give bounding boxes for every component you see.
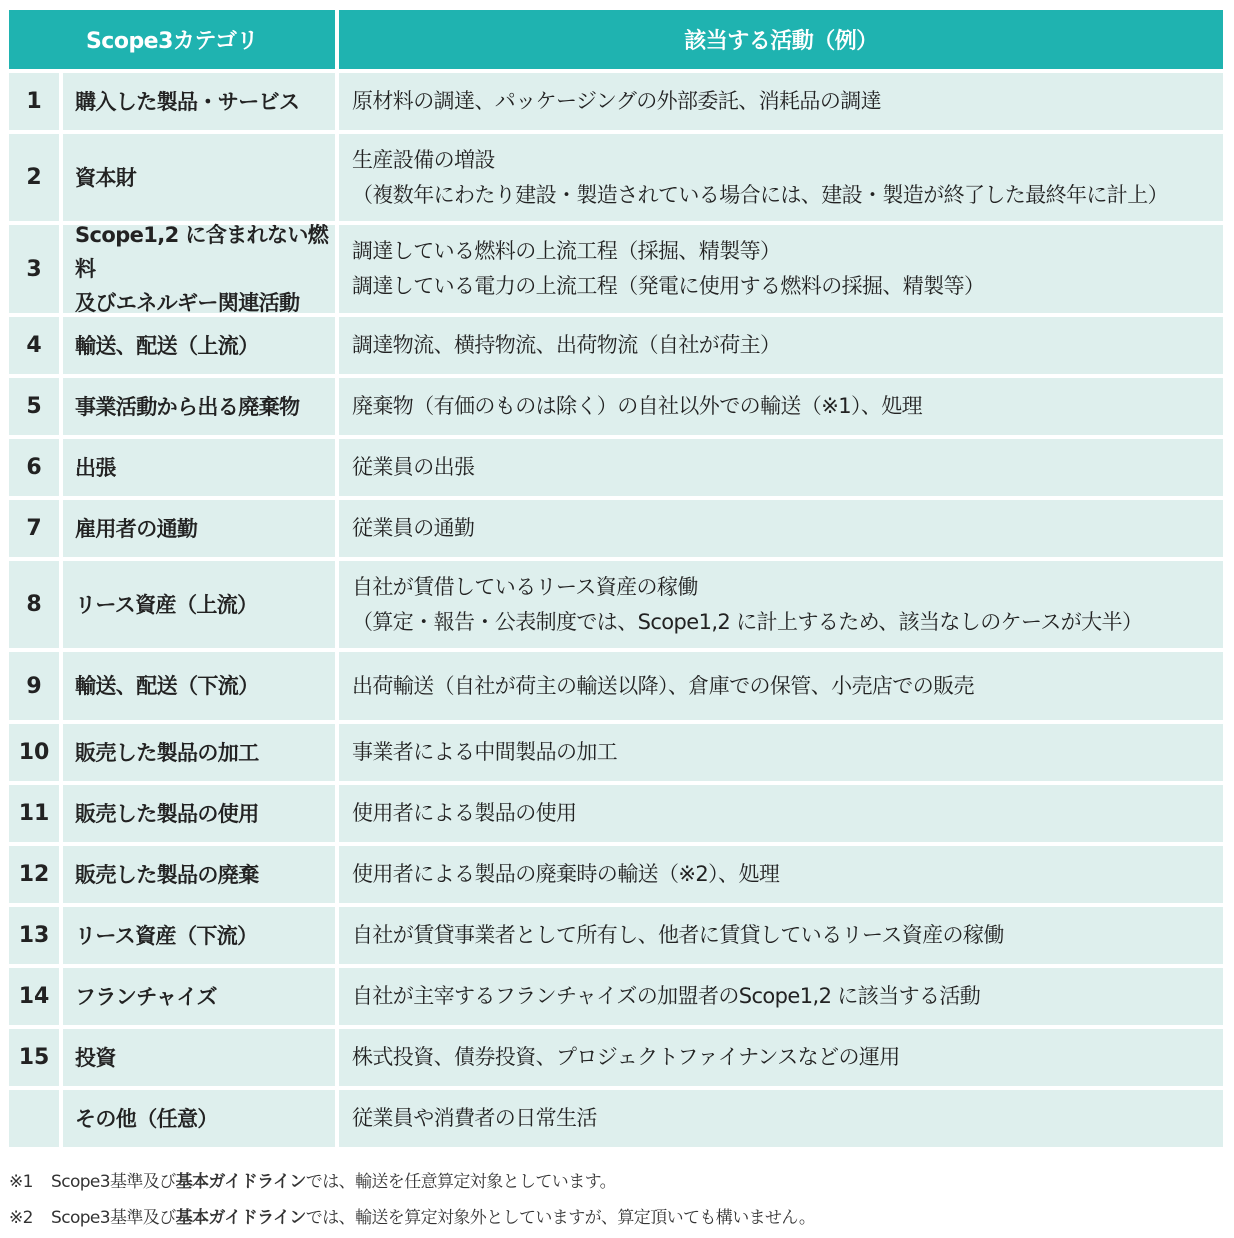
activity-example: 使用者による製品の廃棄時の輸送（※2）、処理 <box>339 846 1223 903</box>
category-name: 雇用者の通勤 <box>63 500 335 557</box>
activity-example: 生産設備の増設 （複数年にわたり建設・製造されている場合には、建設・製造が終了した最終年に計上） <box>339 134 1223 221</box>
category-name: 購入した製品・サービス <box>63 73 335 130</box>
table-row <box>9 846 1223 903</box>
activity-example: 従業員の出張 <box>339 439 1223 496</box>
category-name: 資本財 <box>63 134 335 221</box>
category-number: 1 <box>9 73 59 130</box>
activity-example: 使用者による製品の使用 <box>339 785 1223 842</box>
footnote-text: Scope3基準及び基本ガイドラインでは、輸送を任意算定対象としています。 <box>51 1172 617 1192</box>
category-name: 販売した製品の使用 <box>63 785 335 842</box>
category-number: 10 <box>9 724 59 781</box>
table-body <box>9 73 1223 1147</box>
category-number: 3 <box>9 225 59 313</box>
category-name: フランチャイズ <box>63 968 335 1025</box>
category-name: 投資 <box>63 1029 335 1086</box>
header-category: Scope3カテゴリ <box>9 10 335 69</box>
table-row <box>9 785 1223 842</box>
table-row <box>9 1029 1223 1086</box>
category-name: 出張 <box>63 439 335 496</box>
scope3-table <box>9 10 1223 1151</box>
table-row <box>9 225 1223 313</box>
category-name: リース資産（上流） <box>63 561 335 648</box>
header-activity: 該当する活動（例） <box>339 10 1223 69</box>
category-number: 7 <box>9 500 59 557</box>
category-number: 13 <box>9 907 59 964</box>
category-number: 6 <box>9 439 59 496</box>
table-header <box>9 10 1223 69</box>
category-number: 5 <box>9 378 59 435</box>
table-row <box>9 1090 1223 1147</box>
footnote-mark: ※2 <box>9 1208 33 1228</box>
category-number: 11 <box>9 785 59 842</box>
table-row <box>9 134 1223 221</box>
table-row <box>9 439 1223 496</box>
category-name: リース資産（下流） <box>63 907 335 964</box>
table-row <box>9 378 1223 435</box>
table-row <box>9 968 1223 1025</box>
activity-example: 調達物流、横持物流、出荷物流（自社が荷主） <box>339 317 1223 374</box>
table-row <box>9 73 1223 130</box>
table-row <box>9 500 1223 557</box>
activity-example: 自社が賃借しているリース資産の稼働 （算定・報告・公表制度では、Scope1,2 に計上するため、該当なしのケースが大半） <box>339 561 1223 648</box>
table-row <box>9 652 1223 720</box>
activity-example: 事業者による中間製品の加工 <box>339 724 1223 781</box>
category-number <box>9 1090 59 1147</box>
category-name: 輸送、配送（下流） <box>63 652 335 720</box>
category-number: 2 <box>9 134 59 221</box>
category-name: その他（任意） <box>63 1090 335 1147</box>
activity-example: 出荷輸送（自社が荷主の輸送以降）、倉庫での保管、小売店での販売 <box>339 652 1223 720</box>
category-number: 9 <box>9 652 59 720</box>
category-number: 15 <box>9 1029 59 1086</box>
activity-example: 調達している燃料の上流工程（採掘、精製等） 調達している電力の上流工程（発電に使用する燃料の採掘、精製等） <box>339 225 1223 313</box>
activity-example: 廃棄物（有価のものは除く）の自社以外での輸送（※1）、処理 <box>339 378 1223 435</box>
footnote-mark: ※1 <box>9 1172 33 1192</box>
table-row <box>9 561 1223 648</box>
category-number: 4 <box>9 317 59 374</box>
category-number: 14 <box>9 968 59 1025</box>
category-number: 8 <box>9 561 59 648</box>
category-name: 販売した製品の廃棄 <box>63 846 335 903</box>
activity-example: 従業員の通勤 <box>339 500 1223 557</box>
category-name: 販売した製品の加工 <box>63 724 335 781</box>
activity-example: 自社が主宰するフランチャイズの加盟者のScope1,2 に該当する活動 <box>339 968 1223 1025</box>
category-number: 12 <box>9 846 59 903</box>
table-row <box>9 907 1223 964</box>
activity-example: 従業員や消費者の日常生活 <box>339 1090 1223 1147</box>
footnotes <box>9 1166 1223 1238</box>
activity-example: 株式投資、債券投資、プロジェクトファイナンスなどの運用 <box>339 1029 1223 1086</box>
footnote-2 <box>9 1202 1223 1238</box>
category-name: Scope1,2 に含まれない燃料 及びエネルギー関連活動 <box>63 225 335 313</box>
category-name: 輸送、配送（上流） <box>63 317 335 374</box>
table-row <box>9 724 1223 781</box>
table-row <box>9 317 1223 374</box>
category-name: 事業活動から出る廃棄物 <box>63 378 335 435</box>
activity-example: 自社が賃貸事業者として所有し、他者に賃貸しているリース資産の稼働 <box>339 907 1223 964</box>
footnote-1 <box>9 1166 1223 1202</box>
activity-example: 原材料の調達、パッケージングの外部委託、消耗品の調達 <box>339 73 1223 130</box>
footnote-text: Scope3基準及び基本ガイドラインでは、輸送を算定対象外としていますが、算定頂いても構いません。 <box>51 1208 816 1228</box>
